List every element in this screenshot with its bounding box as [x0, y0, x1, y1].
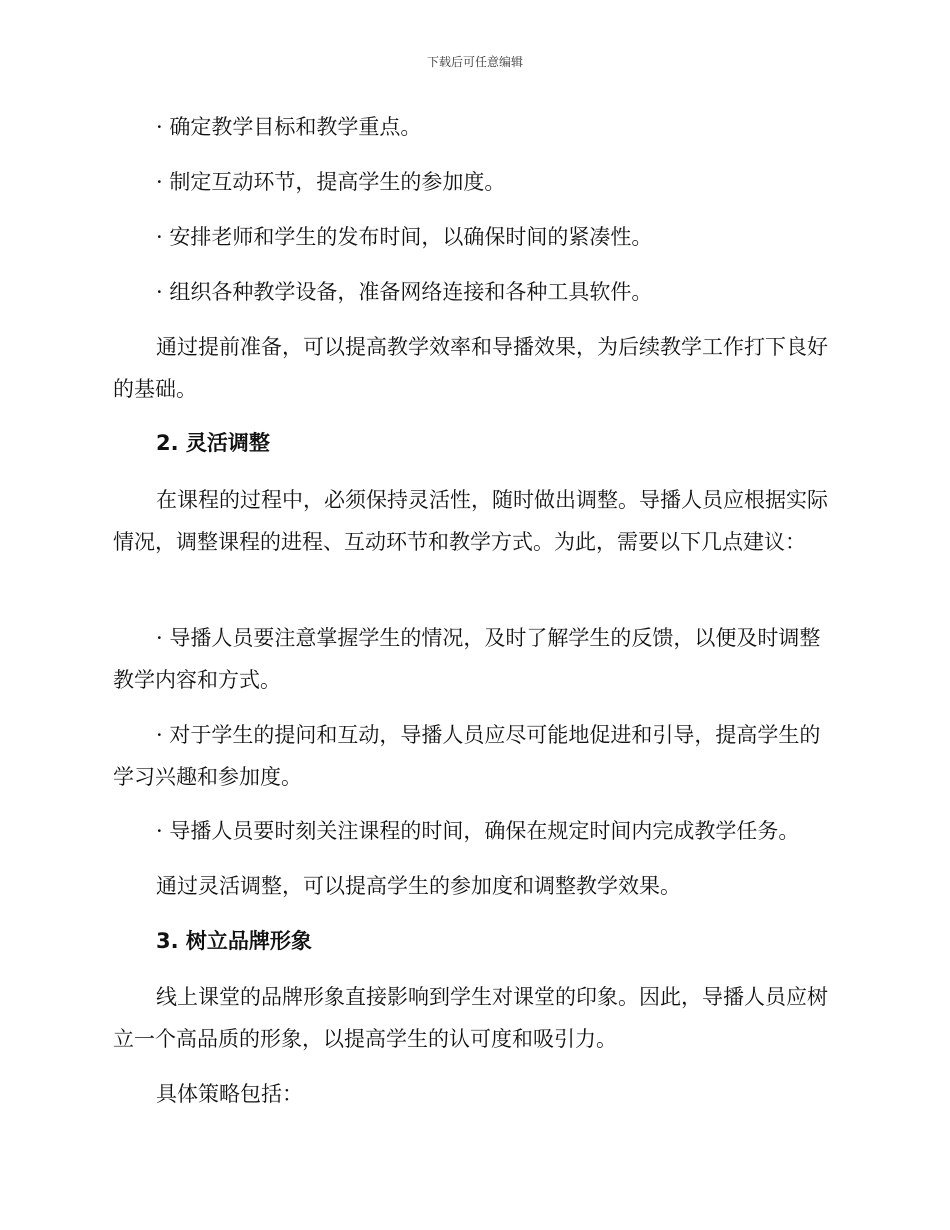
bullet-item: · 导播人员要时刻关注课程的时间，确保在规定时间内完成教学任务。 — [156, 819, 800, 843]
page-header: 下载后可任意编辑 — [426, 55, 523, 69]
bullet-item: · 制定互动环节，提高学生的参加度。 — [156, 170, 506, 194]
section-heading: 2. 灵活调整 — [156, 431, 270, 455]
paragraph: 通过提前准备，可以提高教学效率和导播效果，为后续教学工作打下良好的基础。 — [113, 335, 828, 401]
bullet-item: · 组织各种教学设备，准备网络连接和各种工具软件。 — [156, 280, 653, 304]
section-heading: 3. 树立品牌形象 — [156, 929, 312, 953]
paragraph: 线上课堂的品牌形象直接影响到学生对课堂的印象。因此，导播人员应树立一个高品质的形象，以提高学生的认可度和吸引力。 — [113, 985, 828, 1051]
bullet-item: · 对于学生的提问和互动，导播人员应尽可能地促进和引导，提高学生的学习兴趣和参加度。 — [113, 723, 821, 789]
bullet-item: · 确定教学目标和教学重点。 — [156, 115, 422, 139]
paragraph: 在课程的过程中，必须保持灵活性，随时做出调整。导播人员应根据实际情况，调整课程的进程、互动环节和教学方式。为此，需要以下几点建议： — [113, 488, 828, 554]
paragraph: 通过灵活调整，可以提高学生的参加度和调整教学效果。 — [156, 874, 681, 898]
paragraph: 具体策略包括： — [156, 1082, 303, 1106]
bullet-item: · 安排老师和学生的发布时间，以确保时间的紧凑性。 — [156, 225, 653, 249]
bullet-item: · 导播人员要注意掌握学生的情况，及时了解学生的反馈，以便及时调整教学内容和方式。 — [113, 626, 821, 692]
